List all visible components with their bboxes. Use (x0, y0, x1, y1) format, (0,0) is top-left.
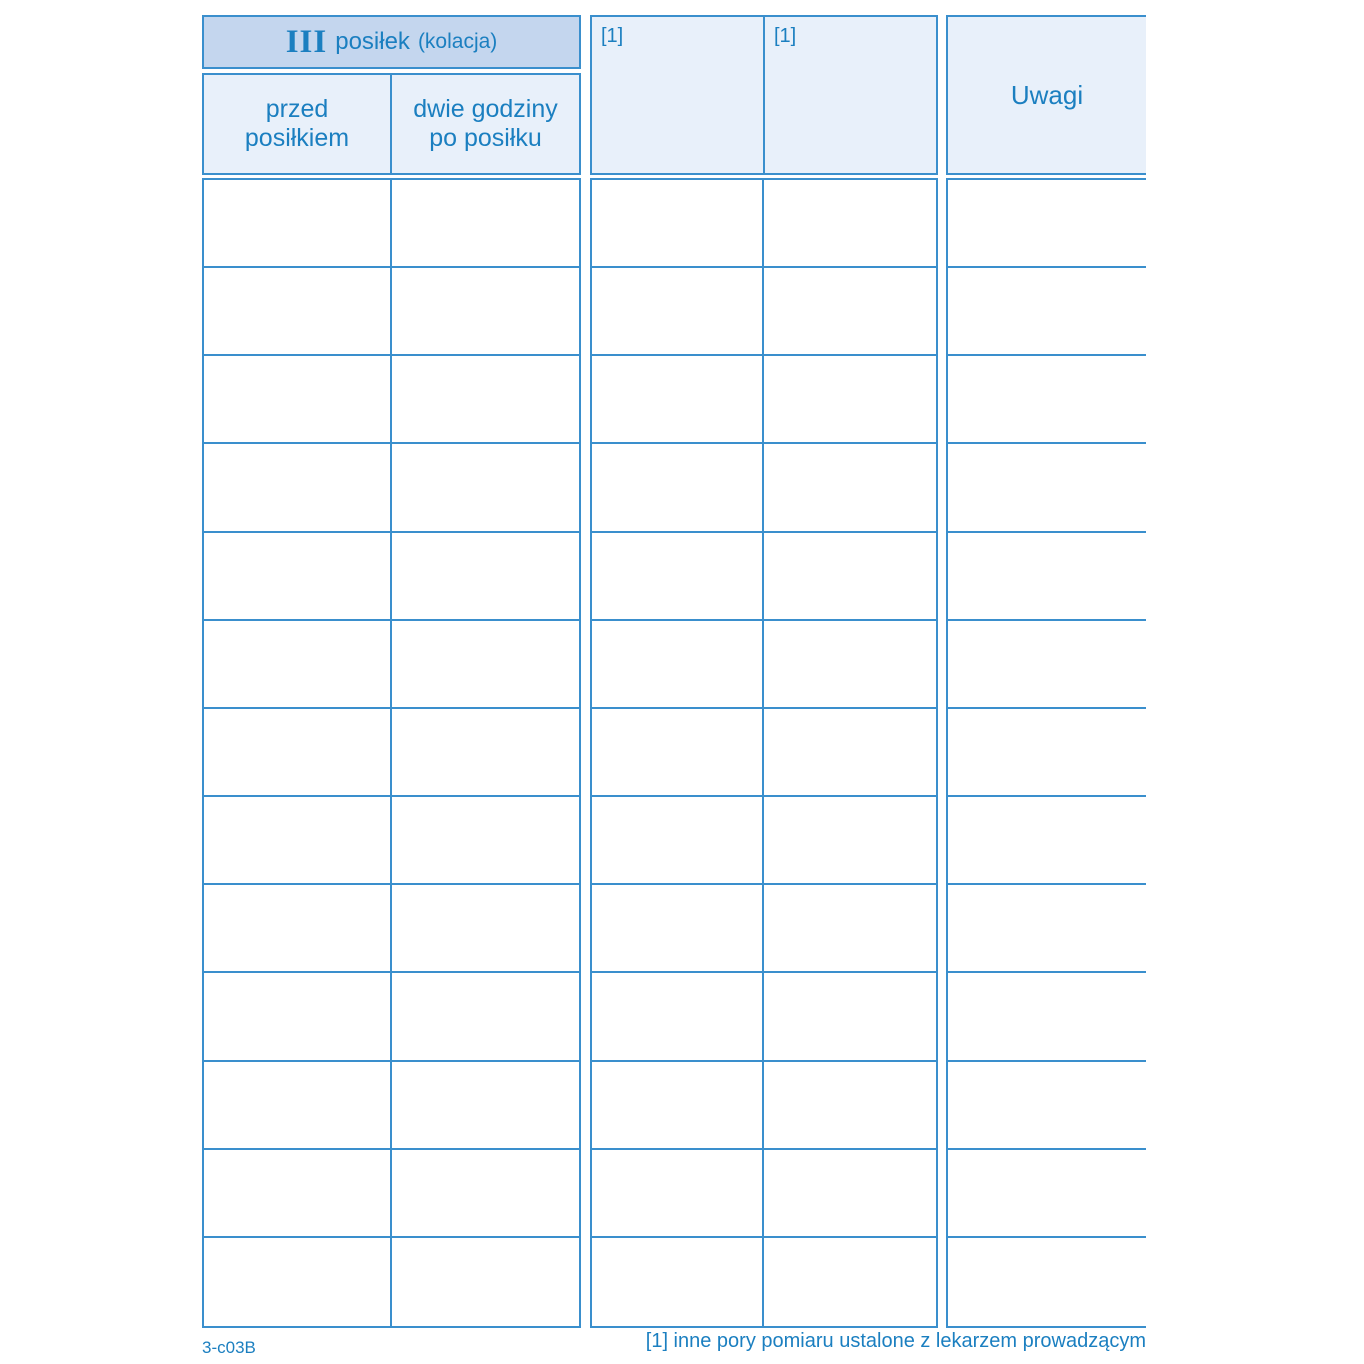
before-meal-cell[interactable] (204, 709, 392, 797)
remarks-cell[interactable] (948, 885, 1146, 973)
remarks-grid (946, 178, 1146, 1328)
before-meal-line1: przed (265, 95, 329, 123)
after-meal-cell[interactable] (392, 797, 580, 885)
remarks-header (946, 15, 1146, 175)
extra-measurement-cell[interactable] (764, 797, 936, 885)
remarks-cell[interactable] (948, 1238, 1146, 1326)
after-meal-cell[interactable] (392, 709, 580, 797)
remarks-cell[interactable] (948, 1062, 1146, 1150)
extra-measurement-cell[interactable] (764, 1238, 936, 1326)
extra-measurement-cell[interactable] (764, 444, 936, 532)
extra-measurement-cell[interactable] (592, 1150, 764, 1238)
remarks-cell[interactable] (948, 621, 1146, 709)
extra-measurement-cell[interactable] (592, 180, 764, 268)
extra-measurement-cell[interactable] (592, 709, 764, 797)
extra-measurement-cell[interactable] (764, 885, 936, 973)
before-meal-cell[interactable] (204, 533, 392, 621)
extra-measurement-cell[interactable] (592, 1238, 764, 1326)
footnote-ref: [1] (601, 25, 624, 47)
extra-measurement-cell[interactable] (764, 621, 936, 709)
extra-measurement-cell[interactable] (764, 533, 936, 621)
remarks-cell[interactable] (948, 1150, 1146, 1238)
after-meal-cell[interactable] (392, 885, 580, 973)
remarks-cell[interactable] (948, 268, 1146, 356)
remarks-cell[interactable] (948, 973, 1146, 1061)
before-meal-cell[interactable] (204, 797, 392, 885)
after-meal-cell[interactable] (392, 444, 580, 532)
extra-measurement-cell[interactable] (592, 444, 764, 532)
form-code: 3-c03B (202, 1338, 256, 1357)
remarks-cell[interactable] (948, 444, 1146, 532)
before-meal-header (202, 73, 392, 175)
before-meal-cell[interactable] (204, 180, 392, 268)
remarks-cell[interactable] (948, 533, 1146, 621)
extra-measurement-grid (590, 178, 938, 1328)
before-meal-cell[interactable] (204, 444, 392, 532)
after-meal-cell[interactable] (392, 1062, 580, 1150)
extra-measurement-cell[interactable] (592, 621, 764, 709)
after-meal-cell[interactable] (392, 973, 580, 1061)
before-meal-cell[interactable] (204, 1062, 392, 1150)
remarks-cell[interactable] (948, 709, 1146, 797)
footnote: [1] inne pory pomiaru ustalone z lekarzem prowadzącym (645, 1330, 1146, 1352)
extra-measurement-cell[interactable] (592, 356, 764, 444)
extra-measurement-cell[interactable] (764, 356, 936, 444)
meal-numeral: III (285, 23, 328, 60)
footnote-ref: [1] (774, 25, 797, 47)
extra-measurement-cell[interactable] (592, 885, 764, 973)
remarks-label: Uwagi (1010, 79, 1084, 110)
after-meal-header (390, 73, 581, 175)
after-meal-cell[interactable] (392, 356, 580, 444)
after-meal-line2: po posiłku (429, 124, 542, 152)
extra-measurement-cell[interactable] (764, 1150, 936, 1238)
meal-title-header (202, 15, 581, 69)
extra-measurement-cell[interactable] (592, 268, 764, 356)
extra-measurement-header-2 (763, 15, 938, 175)
extra-measurement-header-1 (590, 15, 765, 175)
before-meal-cell[interactable] (204, 885, 392, 973)
meal-name: (kolacja) (417, 30, 498, 53)
after-meal-cell[interactable] (392, 268, 580, 356)
extra-measurement-cell[interactable] (592, 797, 764, 885)
before-meal-cell[interactable] (204, 356, 392, 444)
remarks-cell[interactable] (948, 180, 1146, 268)
extra-measurement-cell[interactable] (764, 268, 936, 356)
extra-measurement-cell[interactable] (592, 973, 764, 1061)
meal-measurement-grid (202, 178, 581, 1328)
after-meal-cell[interactable] (392, 533, 580, 621)
before-meal-cell[interactable] (204, 268, 392, 356)
after-meal-cell[interactable] (392, 180, 580, 268)
extra-measurement-cell[interactable] (592, 533, 764, 621)
extra-measurement-cell[interactable] (764, 180, 936, 268)
remarks-cell[interactable] (948, 356, 1146, 444)
extra-measurement-cell[interactable] (764, 973, 936, 1061)
before-meal-cell[interactable] (204, 621, 392, 709)
after-meal-cell[interactable] (392, 1150, 580, 1238)
extra-measurement-cell[interactable] (764, 709, 936, 797)
after-meal-cell[interactable] (392, 1238, 580, 1326)
before-meal-cell[interactable] (204, 1150, 392, 1238)
before-meal-line2: posiłkiem (244, 124, 350, 152)
after-meal-line1: dwie godziny (413, 95, 558, 123)
extra-measurement-cell[interactable] (592, 1062, 764, 1150)
after-meal-cell[interactable] (392, 621, 580, 709)
extra-measurement-cell[interactable] (764, 1062, 936, 1150)
meal-word: posiłek (335, 28, 410, 55)
before-meal-cell[interactable] (204, 1238, 392, 1326)
remarks-cell[interactable] (948, 797, 1146, 885)
before-meal-cell[interactable] (204, 973, 392, 1061)
